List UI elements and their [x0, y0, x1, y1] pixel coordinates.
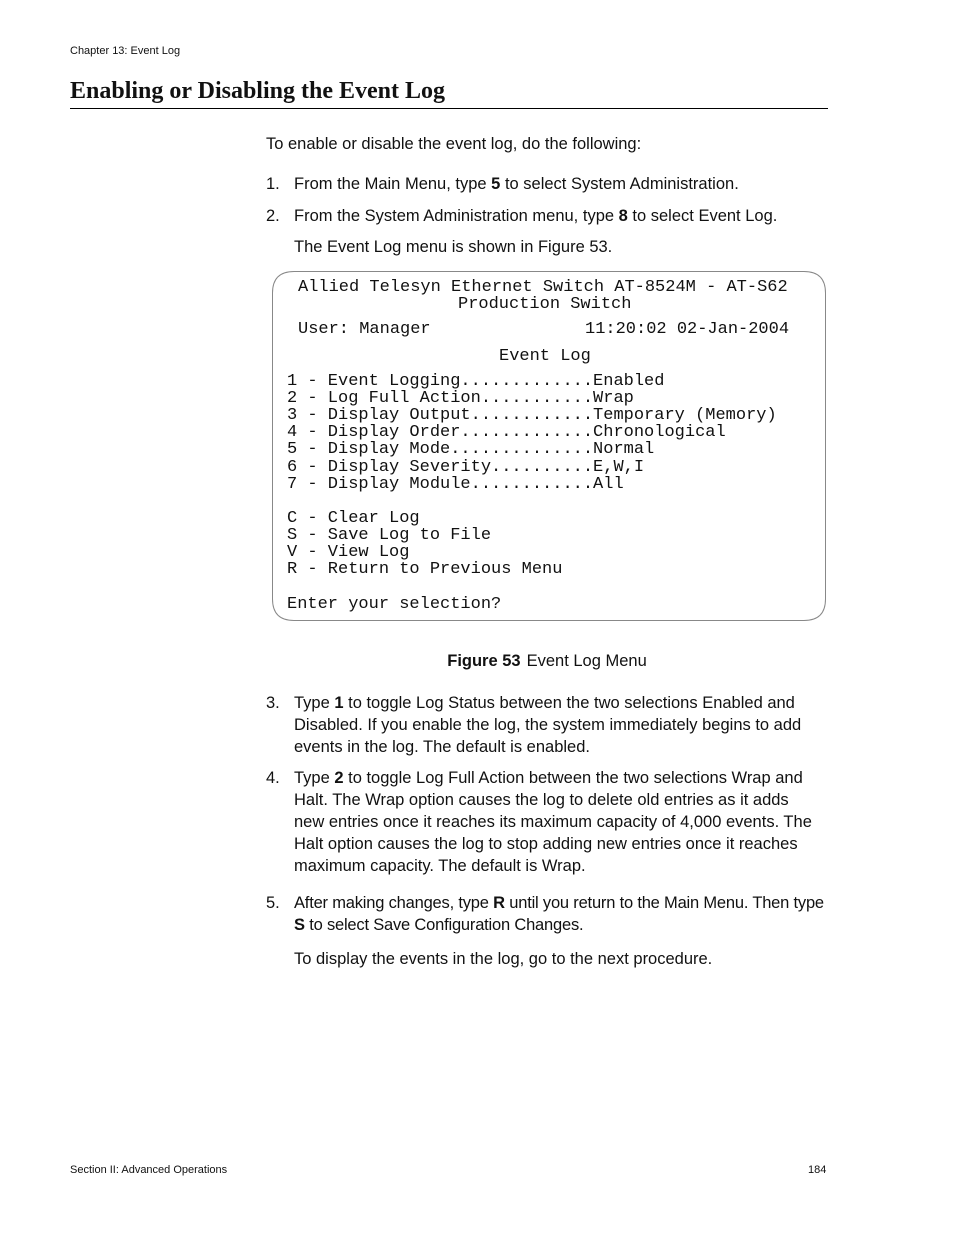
terminal-line-switch: Production Switch — [458, 295, 632, 314]
step-text: From the System Administration menu, type 8 to select Event Log. — [294, 207, 778, 225]
step-number: 1. — [266, 175, 280, 193]
intro-paragraph: To enable or disable the event log, do the following: — [266, 135, 642, 153]
terminal-line-title: Allied Telesyn Ethernet Switch AT-8524M - AT-S62 — [298, 278, 788, 297]
terminal-prompt: Enter your selection? — [287, 595, 502, 614]
step-text: Type 2 to toggle Log Full Action between the two selections Wrap and Halt. The Wrap option causes the log to delete old entries as it adds new entries once it reaches its maximum capacity of 4,000 events. The Halt option causes the log to stop adding new entries once it reaches maximum capacity. The default is Wrap. — [294, 769, 812, 875]
figure-caption — [266, 652, 828, 671]
figure-title: Event Log Menu — [526, 652, 647, 670]
step-2-note: The Event Log menu is shown in Figure 53. — [294, 238, 613, 256]
terminal-user: User: Manager — [298, 320, 431, 339]
step-number: 3. — [266, 694, 280, 712]
menu-action-save: S - Save Log to File — [287, 526, 492, 545]
step-number: 5. — [266, 894, 280, 912]
menu-item-5: 5 - Display Mode..............Normal — [287, 440, 655, 459]
step-text: From the Main Menu, type 5 to select System Administration. — [294, 175, 739, 193]
step-5-note: To display the events in the log, go to the next procedure. — [294, 950, 713, 968]
menu-item-2: 2 - Log Full Action...........Wrap — [287, 389, 634, 408]
figure-label: Figure 53 — [447, 652, 521, 670]
step-number: 4. — [266, 769, 280, 787]
footer-section: Section II: Advanced Operations — [70, 1164, 228, 1176]
menu-item-1: 1 - Event Logging.............Enabled — [287, 372, 665, 391]
menu-item-4: 4 - Display Order.............Chronological — [287, 423, 726, 442]
menu-action-return: R - Return to Previous Menu — [287, 560, 563, 579]
menu-action-clear: C - Clear Log — [287, 509, 420, 528]
page-number: 184 — [808, 1164, 827, 1176]
menu-action-view: V - View Log — [287, 543, 410, 562]
chapter-header: Chapter 13: Event Log — [70, 45, 181, 57]
menu-item-3: 3 - Display Output............Temporary (Memory) — [287, 406, 777, 425]
terminal-menu-title: Event Log — [499, 347, 591, 366]
step-number: 2. — [266, 207, 280, 225]
step-text: Type 1 to toggle Log Status between the two selections Enabled and Disabled. If you enable the log, the system immediately begins to add events in the log. The default is enabled. — [294, 694, 802, 756]
page-title: Enabling or Disabling the Event Log — [70, 78, 828, 109]
terminal-time: 11:20:02 02-Jan-2004 — [585, 320, 790, 339]
terminal-screen — [272, 271, 826, 621]
menu-item-6: 6 - Display Severity..........E,W,I — [287, 458, 645, 477]
terminal-text — [272, 271, 826, 614]
menu-item-7: 7 - Display Module............All — [287, 475, 624, 494]
step-text: After making changes, type R until you return to the Main Menu. Then type S to select Save Configuration Changes. — [294, 894, 824, 934]
